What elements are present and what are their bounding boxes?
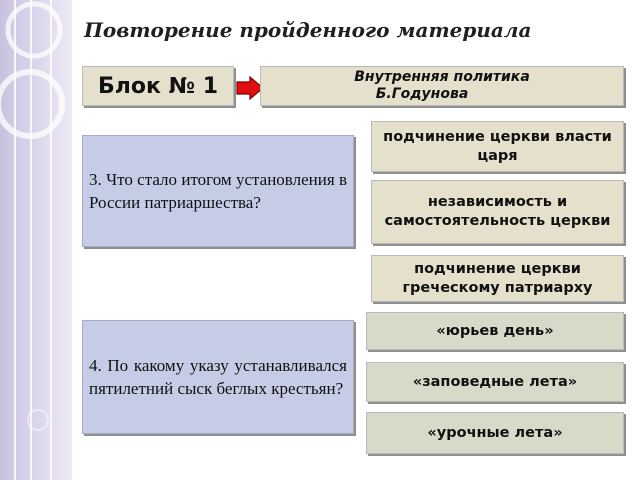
answer-option[interactable] xyxy=(371,180,624,244)
answer-text: подчинение церкви власти царя xyxy=(383,128,612,164)
answer-option[interactable] xyxy=(371,255,624,302)
answer-text: «заповедные лета» xyxy=(412,373,578,390)
block-label-text: Блок № 1 xyxy=(97,73,219,99)
answer-text: «урочные лета» xyxy=(427,424,563,441)
answer-text: подчинение церкви греческому патриарху xyxy=(402,260,593,296)
topic-box xyxy=(260,66,624,106)
answer-option[interactable] xyxy=(366,312,624,350)
answer-option[interactable] xyxy=(371,121,624,172)
answer-text: «юрьев день» xyxy=(436,322,554,339)
topic-line-2: Б.Годунова xyxy=(375,86,469,102)
decorative-sidebar xyxy=(0,0,72,480)
question-4-text: 4. По какому указу устанавливался пятилетний сыск беглых крестьян? xyxy=(89,356,347,398)
answer-option[interactable] xyxy=(366,362,624,402)
topic-line-1: Внутренняя политика xyxy=(354,69,530,85)
question-3-text: 3. Что стало итогом установления в России патриаршества? xyxy=(89,170,347,212)
sidebar-circles xyxy=(0,0,72,480)
block-label xyxy=(82,66,234,106)
slide-title: Повторение пройденного материала xyxy=(84,18,532,42)
question-4-box xyxy=(82,320,354,434)
answer-text: независимость и самостоятельность церкви xyxy=(384,194,611,229)
question-3-box xyxy=(82,135,354,247)
answer-option[interactable] xyxy=(366,412,624,454)
